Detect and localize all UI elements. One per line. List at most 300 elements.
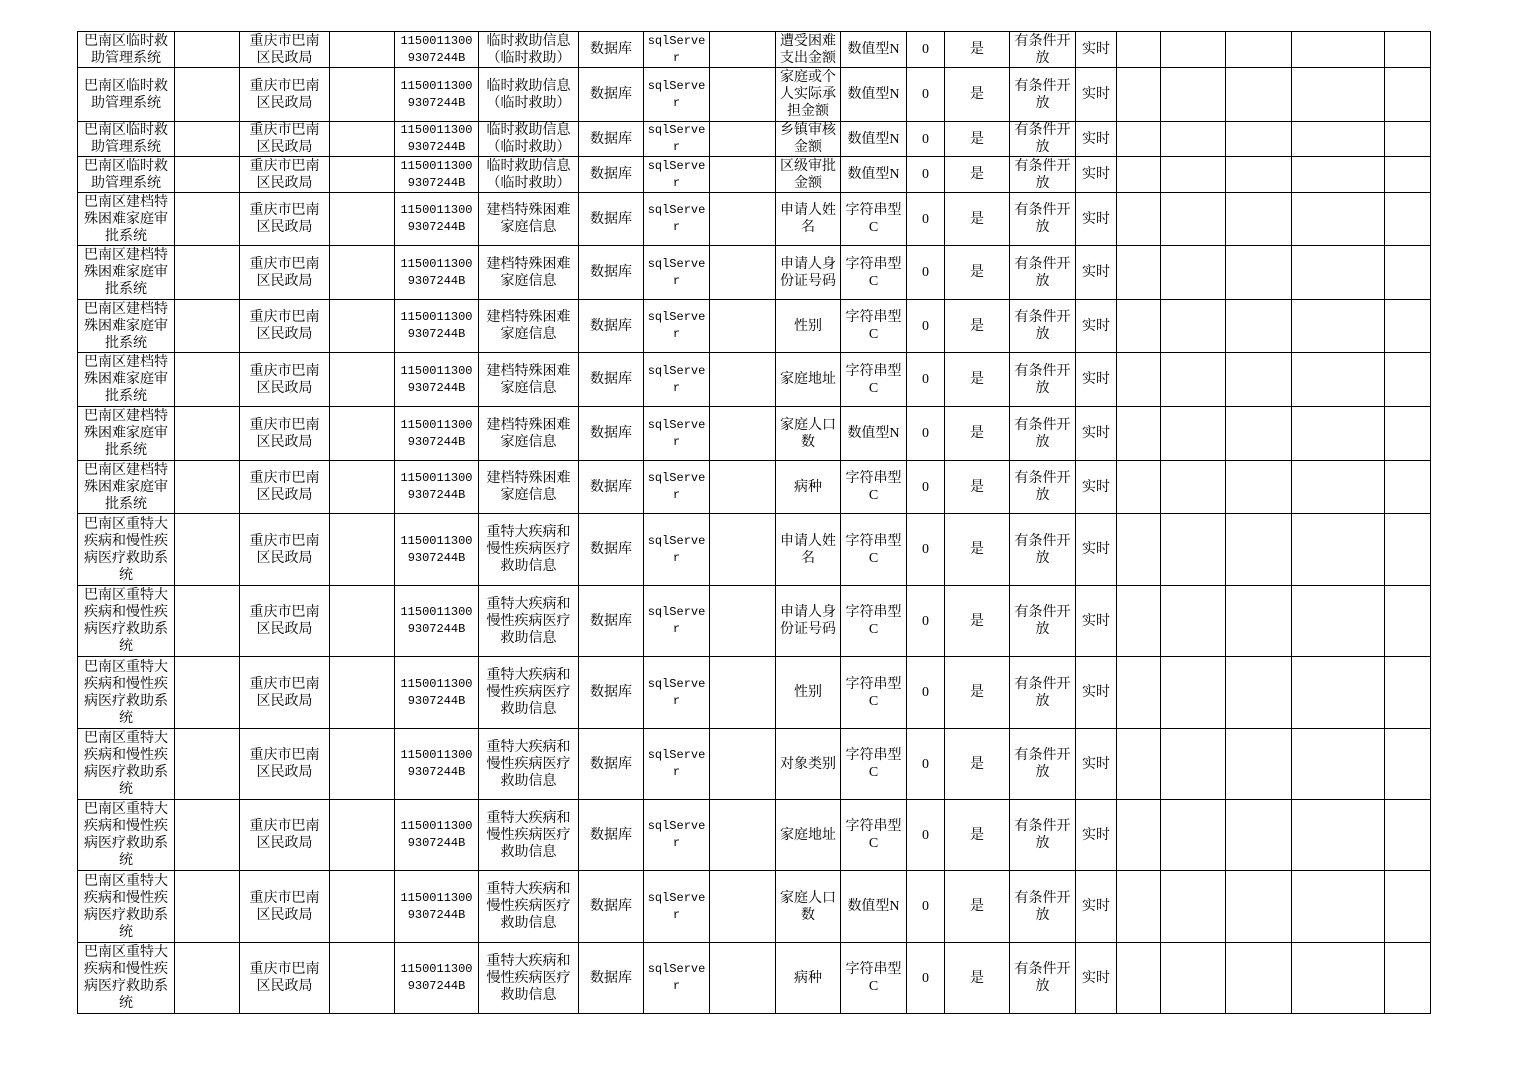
database-type-cell: sqlServer [644,32,710,68]
empty-cell [1161,657,1226,729]
empty-cell [1117,461,1161,514]
database-type-cell: sqlServer [644,193,710,246]
empty-cell [1385,514,1431,586]
data-type-cell: 字符串型C [841,193,907,246]
system-name-cell: 巴南区重特大疾病和慢性疾病医疗救助系统 [78,729,175,800]
empty-cell [1161,871,1226,943]
empty-cell [330,157,395,193]
resource-type-cell: 数据库 [579,353,644,407]
empty-cell [330,68,395,122]
system-name-cell: 巴南区重特大疾病和慢性疾病医疗救助系统 [78,514,175,586]
credit-code-cell: 11500113009307244B [395,246,479,300]
resource-type-cell: 数据库 [579,122,644,157]
empty-cell [1117,514,1161,586]
empty-cell [175,353,240,407]
empty-cell [1117,246,1161,300]
data-type-cell: 字符串型C [841,586,907,657]
department-cell: 重庆市巴南区民政局 [240,407,330,461]
empty-cell [1385,157,1431,193]
department-cell: 重庆市巴南区民政局 [240,246,330,300]
empty-cell [330,407,395,461]
update-frequency-cell: 实时 [1076,157,1117,193]
update-frequency-cell: 实时 [1076,729,1117,800]
department-cell: 重庆市巴南区民政局 [240,800,330,871]
table-row [78,407,1431,461]
empty-cell [1161,586,1226,657]
empty-cell [1226,157,1292,193]
resource-name-cell: 建档特殊困难家庭信息 [479,461,579,514]
empty-cell [1385,657,1431,729]
credit-code-cell: 11500113009307244B [395,586,479,657]
open-type-cell: 有条件开放 [1010,800,1076,871]
department-cell: 重庆市巴南区民政局 [240,68,330,122]
empty-cell [1292,193,1385,246]
empty-cell [175,657,240,729]
resource-name-cell: 重特大疾病和慢性疾病医疗救助信息 [479,729,579,800]
empty-cell [175,407,240,461]
resource-name-cell: 建档特殊困难家庭信息 [479,407,579,461]
empty-cell [175,193,240,246]
system-name-cell: 巴南区建档特殊困难家庭审批系统 [78,353,175,407]
empty-cell [1117,871,1161,943]
open-type-cell: 有条件开放 [1010,871,1076,943]
field-length-cell: 0 [907,193,945,246]
field-name-cell: 病种 [776,943,841,1014]
update-frequency-cell: 实时 [1076,32,1117,68]
empty-cell [1226,246,1292,300]
system-name-cell: 巴南区重特大疾病和慢性疾病医疗救助系统 [78,657,175,729]
data-type-cell: 数值型N [841,871,907,943]
flag-cell: 是 [945,193,1010,246]
empty-cell [710,461,776,514]
empty-cell [1226,407,1292,461]
resource-name-cell: 临时救助信息（临时救助） [479,32,579,68]
resource-type-cell: 数据库 [579,514,644,586]
data-type-cell: 字符串型C [841,514,907,586]
field-name-cell: 家庭或个人实际承担金额 [776,68,841,122]
empty-cell [710,122,776,157]
empty-cell [1161,246,1226,300]
empty-cell [1292,300,1385,353]
database-type-cell: sqlServer [644,586,710,657]
update-frequency-cell: 实时 [1076,943,1117,1014]
field-name-cell: 申请人身份证号码 [776,586,841,657]
empty-cell [1117,353,1161,407]
field-length-cell: 0 [907,871,945,943]
empty-cell [1385,193,1431,246]
empty-cell [175,729,240,800]
empty-cell [1292,586,1385,657]
open-type-cell: 有条件开放 [1010,300,1076,353]
data-type-cell: 数值型N [841,157,907,193]
update-frequency-cell: 实时 [1076,193,1117,246]
open-type-cell: 有条件开放 [1010,157,1076,193]
table-row [78,246,1431,300]
data-type-cell: 字符串型C [841,246,907,300]
open-type-cell: 有条件开放 [1010,514,1076,586]
empty-cell [1292,514,1385,586]
credit-code-cell: 11500113009307244B [395,353,479,407]
open-type-cell: 有条件开放 [1010,193,1076,246]
empty-cell [1385,871,1431,943]
empty-cell [330,657,395,729]
empty-cell [1117,122,1161,157]
field-length-cell: 0 [907,407,945,461]
data-type-cell: 数值型N [841,122,907,157]
empty-cell [175,122,240,157]
system-name-cell: 巴南区重特大疾病和慢性疾病医疗救助系统 [78,586,175,657]
empty-cell [1226,461,1292,514]
empty-cell [1161,461,1226,514]
system-name-cell: 巴南区重特大疾病和慢性疾病医疗救助系统 [78,943,175,1014]
resource-name-cell: 建档特殊困难家庭信息 [479,353,579,407]
flag-cell: 是 [945,943,1010,1014]
field-length-cell: 0 [907,122,945,157]
empty-cell [175,461,240,514]
empty-cell [710,68,776,122]
flag-cell: 是 [945,157,1010,193]
empty-cell [1292,871,1385,943]
table-row [78,461,1431,514]
empty-cell [1385,461,1431,514]
open-type-cell: 有条件开放 [1010,657,1076,729]
empty-cell [710,407,776,461]
resource-type-cell: 数据库 [579,657,644,729]
empty-cell [175,68,240,122]
flag-cell: 是 [945,461,1010,514]
table-row [78,657,1431,729]
system-name-cell: 巴南区重特大疾病和慢性疾病医疗救助系统 [78,871,175,943]
flag-cell: 是 [945,657,1010,729]
update-frequency-cell: 实时 [1076,68,1117,122]
empty-cell [1385,246,1431,300]
empty-cell [1117,729,1161,800]
credit-code-cell: 11500113009307244B [395,32,479,68]
empty-cell [330,943,395,1014]
empty-cell [1117,300,1161,353]
data-type-cell: 字符串型C [841,353,907,407]
system-name-cell: 巴南区临时救助管理系统 [78,157,175,193]
empty-cell [1161,32,1226,68]
empty-cell [175,871,240,943]
flag-cell: 是 [945,353,1010,407]
open-type-cell: 有条件开放 [1010,353,1076,407]
department-cell: 重庆市巴南区民政局 [240,943,330,1014]
flag-cell: 是 [945,300,1010,353]
empty-cell [1161,800,1226,871]
table-row [78,68,1431,122]
credit-code-cell: 11500113009307244B [395,193,479,246]
resource-type-cell: 数据库 [579,246,644,300]
field-name-cell: 乡镇审核金额 [776,122,841,157]
empty-cell [1226,193,1292,246]
open-type-cell: 有条件开放 [1010,246,1076,300]
data-type-cell: 字符串型C [841,461,907,514]
update-frequency-cell: 实时 [1076,407,1117,461]
field-name-cell: 区级审批金额 [776,157,841,193]
credit-code-cell: 11500113009307244B [395,657,479,729]
data-type-cell: 字符串型C [841,657,907,729]
resource-type-cell: 数据库 [579,68,644,122]
resource-name-cell: 重特大疾病和慢性疾病医疗救助信息 [479,514,579,586]
empty-cell [1292,246,1385,300]
department-cell: 重庆市巴南区民政局 [240,193,330,246]
database-type-cell: sqlServer [644,943,710,1014]
empty-cell [1226,586,1292,657]
field-name-cell: 性别 [776,300,841,353]
table-row [78,32,1431,68]
department-cell: 重庆市巴南区民政局 [240,729,330,800]
database-type-cell: sqlServer [644,729,710,800]
database-type-cell: sqlServer [644,461,710,514]
empty-cell [1226,122,1292,157]
resource-type-cell: 数据库 [579,729,644,800]
database-type-cell: sqlServer [644,871,710,943]
empty-cell [1292,657,1385,729]
table-row [78,122,1431,157]
database-type-cell: sqlServer [644,68,710,122]
empty-cell [1385,353,1431,407]
empty-cell [710,32,776,68]
flag-cell: 是 [945,246,1010,300]
empty-cell [1292,461,1385,514]
field-length-cell: 0 [907,800,945,871]
department-cell: 重庆市巴南区民政局 [240,461,330,514]
empty-cell [1161,122,1226,157]
flag-cell: 是 [945,68,1010,122]
empty-cell [1385,32,1431,68]
field-length-cell: 0 [907,246,945,300]
empty-cell [330,193,395,246]
field-length-cell: 0 [907,68,945,122]
empty-cell [1117,800,1161,871]
field-length-cell: 0 [907,729,945,800]
update-frequency-cell: 实时 [1076,461,1117,514]
empty-cell [175,300,240,353]
table-row [78,943,1431,1014]
resource-name-cell: 建档特殊困难家庭信息 [479,193,579,246]
empty-cell [330,461,395,514]
table-row [78,514,1431,586]
field-name-cell: 家庭人口数 [776,407,841,461]
table-row [78,300,1431,353]
open-type-cell: 有条件开放 [1010,943,1076,1014]
system-name-cell: 巴南区建档特殊困难家庭审批系统 [78,461,175,514]
update-frequency-cell: 实时 [1076,353,1117,407]
field-length-cell: 0 [907,657,945,729]
department-cell: 重庆市巴南区民政局 [240,300,330,353]
empty-cell [330,300,395,353]
table-row [78,193,1431,246]
empty-cell [1385,586,1431,657]
flag-cell: 是 [945,122,1010,157]
flag-cell: 是 [945,586,1010,657]
empty-cell [175,246,240,300]
system-name-cell: 巴南区建档特殊困难家庭审批系统 [78,246,175,300]
empty-cell [1161,514,1226,586]
empty-cell [1161,353,1226,407]
resource-type-cell: 数据库 [579,943,644,1014]
department-cell: 重庆市巴南区民政局 [240,514,330,586]
empty-cell [1117,586,1161,657]
empty-cell [1292,407,1385,461]
system-name-cell: 巴南区建档特殊困难家庭审批系统 [78,300,175,353]
system-name-cell: 巴南区临时救助管理系统 [78,122,175,157]
system-name-cell: 巴南区临时救助管理系统 [78,68,175,122]
empty-cell [710,729,776,800]
empty-cell [710,871,776,943]
empty-cell [1292,68,1385,122]
empty-cell [330,353,395,407]
resource-name-cell: 建档特殊困难家庭信息 [479,246,579,300]
system-name-cell: 巴南区建档特殊困难家庭审批系统 [78,193,175,246]
open-type-cell: 有条件开放 [1010,729,1076,800]
table-row [78,871,1431,943]
update-frequency-cell: 实时 [1076,871,1117,943]
update-frequency-cell: 实时 [1076,657,1117,729]
empty-cell [1226,943,1292,1014]
empty-cell [1226,871,1292,943]
empty-cell [1385,122,1431,157]
empty-cell [710,514,776,586]
empty-cell [1226,68,1292,122]
empty-cell [1385,800,1431,871]
table-row [78,800,1431,871]
flag-cell: 是 [945,514,1010,586]
empty-cell [1161,729,1226,800]
empty-cell [330,729,395,800]
resource-type-cell: 数据库 [579,407,644,461]
open-type-cell: 有条件开放 [1010,122,1076,157]
field-length-cell: 0 [907,300,945,353]
field-name-cell: 病种 [776,461,841,514]
resource-name-cell: 重特大疾病和慢性疾病医疗救助信息 [479,657,579,729]
data-type-cell: 字符串型C [841,943,907,1014]
field-length-cell: 0 [907,943,945,1014]
update-frequency-cell: 实时 [1076,800,1117,871]
data-type-cell: 字符串型C [841,300,907,353]
empty-cell [1117,68,1161,122]
empty-cell [175,514,240,586]
empty-cell [1161,157,1226,193]
resource-type-cell: 数据库 [579,157,644,193]
empty-cell [1292,32,1385,68]
empty-cell [1292,729,1385,800]
database-type-cell: sqlServer [644,246,710,300]
empty-cell [1161,68,1226,122]
database-type-cell: sqlServer [644,157,710,193]
empty-cell [1117,157,1161,193]
field-length-cell: 0 [907,586,945,657]
empty-cell [1161,300,1226,353]
empty-cell [1161,193,1226,246]
field-name-cell: 对象类别 [776,729,841,800]
system-name-cell: 巴南区临时救助管理系统 [78,32,175,68]
empty-cell [1117,193,1161,246]
resource-type-cell: 数据库 [579,461,644,514]
open-type-cell: 有条件开放 [1010,586,1076,657]
database-type-cell: sqlServer [644,407,710,461]
resource-type-cell: 数据库 [579,32,644,68]
update-frequency-cell: 实时 [1076,300,1117,353]
credit-code-cell: 11500113009307244B [395,729,479,800]
data-table [77,31,1431,1014]
database-type-cell: sqlServer [644,353,710,407]
flag-cell: 是 [945,407,1010,461]
field-name-cell: 家庭地址 [776,353,841,407]
department-cell: 重庆市巴南区民政局 [240,871,330,943]
field-length-cell: 0 [907,353,945,407]
system-name-cell: 巴南区重特大疾病和慢性疾病医疗救助系统 [78,800,175,871]
resource-name-cell: 重特大疾病和慢性疾病医疗救助信息 [479,943,579,1014]
table-row [78,353,1431,407]
field-length-cell: 0 [907,157,945,193]
empty-cell [1385,729,1431,800]
credit-code-cell: 11500113009307244B [395,514,479,586]
empty-cell [1226,353,1292,407]
field-length-cell: 0 [907,514,945,586]
field-name-cell: 申请人身份证号码 [776,246,841,300]
resource-name-cell: 临时救助信息（临时救助） [479,122,579,157]
empty-cell [1226,300,1292,353]
empty-cell [1117,657,1161,729]
empty-cell [1117,32,1161,68]
update-frequency-cell: 实时 [1076,122,1117,157]
department-cell: 重庆市巴南区民政局 [240,122,330,157]
update-frequency-cell: 实时 [1076,246,1117,300]
table-row [78,586,1431,657]
empty-cell [175,586,240,657]
empty-cell [330,800,395,871]
empty-cell [1226,800,1292,871]
department-cell: 重庆市巴南区民政局 [240,157,330,193]
resource-name-cell: 临时救助信息（临时救助） [479,68,579,122]
empty-cell [710,943,776,1014]
empty-cell [1385,300,1431,353]
table-row [78,157,1431,193]
empty-cell [1385,407,1431,461]
field-name-cell: 家庭地址 [776,800,841,871]
resource-name-cell: 临时救助信息（临时救助） [479,157,579,193]
credit-code-cell: 11500113009307244B [395,157,479,193]
department-cell: 重庆市巴南区民政局 [240,657,330,729]
empty-cell [710,353,776,407]
empty-cell [710,157,776,193]
empty-cell [1292,353,1385,407]
resource-name-cell: 重特大疾病和慢性疾病医疗救助信息 [479,800,579,871]
flag-cell: 是 [945,871,1010,943]
update-frequency-cell: 实时 [1076,586,1117,657]
empty-cell [1117,943,1161,1014]
empty-cell [175,157,240,193]
empty-cell [1385,943,1431,1014]
field-name-cell: 申请人姓名 [776,514,841,586]
open-type-cell: 有条件开放 [1010,461,1076,514]
data-type-cell: 字符串型C [841,729,907,800]
empty-cell [1161,943,1226,1014]
resource-name-cell: 重特大疾病和慢性疾病医疗救助信息 [479,586,579,657]
resource-type-cell: 数据库 [579,300,644,353]
resource-type-cell: 数据库 [579,586,644,657]
field-name-cell: 性别 [776,657,841,729]
empty-cell [710,300,776,353]
database-type-cell: sqlServer [644,657,710,729]
open-type-cell: 有条件开放 [1010,32,1076,68]
empty-cell [1226,729,1292,800]
empty-cell [1292,157,1385,193]
empty-cell [330,122,395,157]
data-type-cell: 字符串型C [841,800,907,871]
